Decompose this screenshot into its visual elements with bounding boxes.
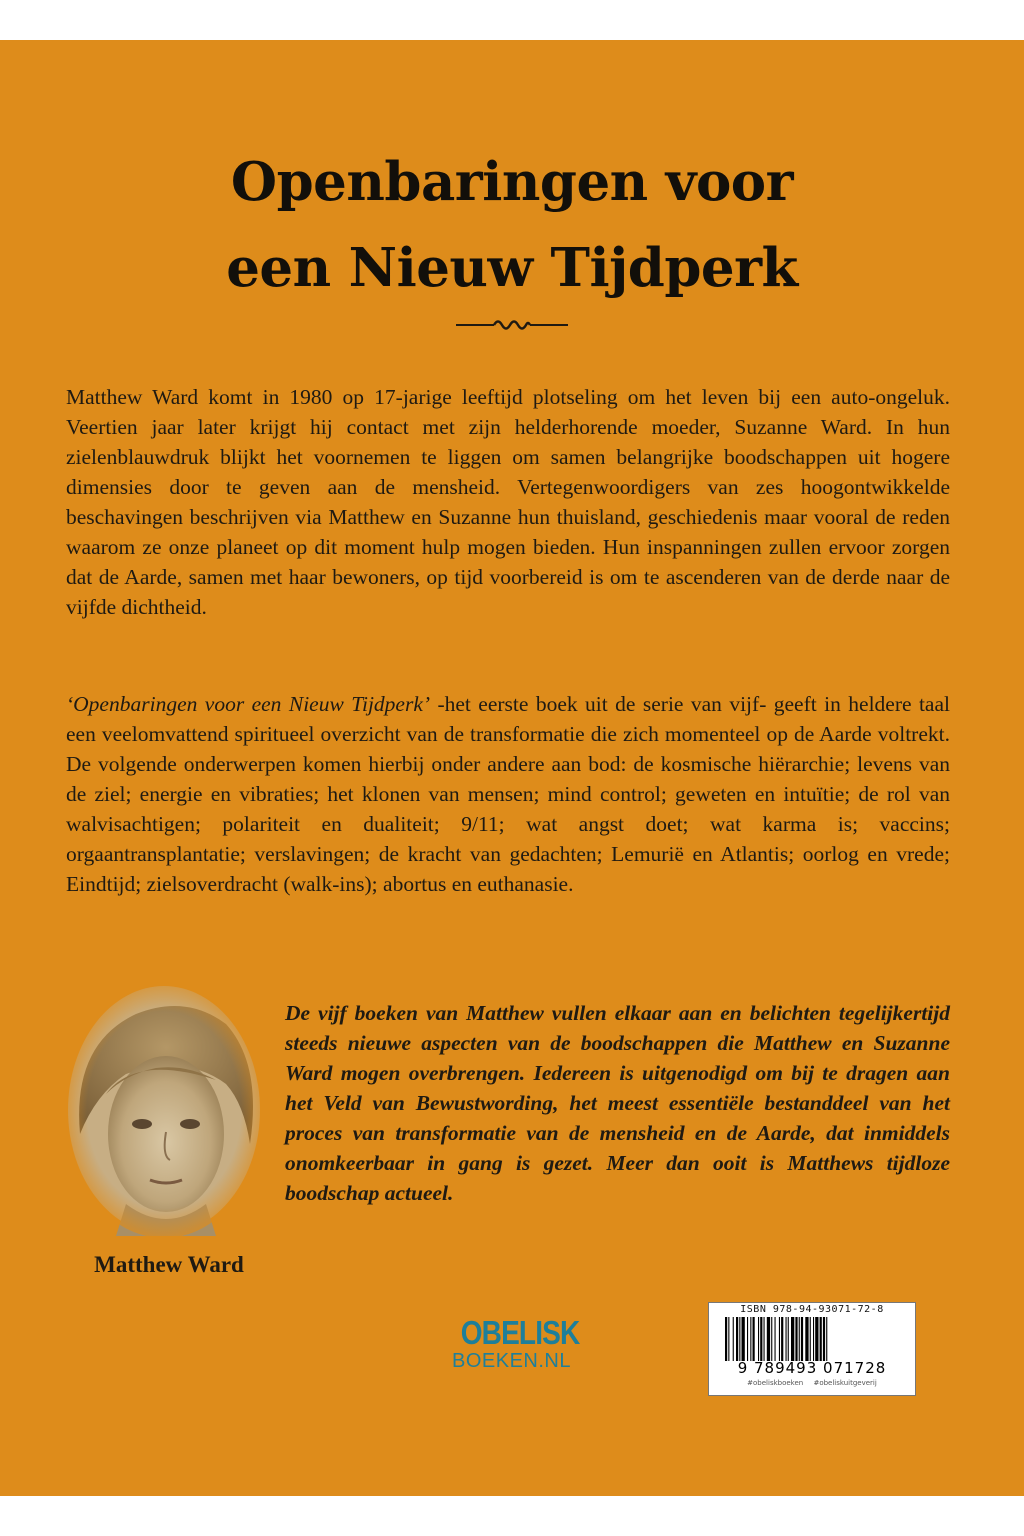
barcode-icon [725,1317,905,1361]
isbn-label: ISBN 978-94-93071-72-8 [740,1304,884,1315]
book-title-line-2: een Nieuw Tijdperk [226,237,798,299]
barcode-number: 9 789493 071728 [737,1359,887,1377]
portrait-photo [66,984,262,1236]
summary-text: -het eerste boek uit de serie van vijf- geeft in heldere taal een veelomvattend spiritueel overzicht van de transformatie die zich momenteel op de Aarde voltrekt. De volgende onderwerpen komen hierbij onder andere aan bod: de kosmische hiërarchie; levens van de ziel; energie en vibraties; het klonen van mensen; mind control; geweten en intuïtie; de rol van walvisachtigen; polariteit en dualiteit; 9/11; wat angst doet; wat karma is; vaccins; orgaantransplantatie; verslavingen; de kracht van gedachten; Lemurië en Atlantis; oorlog en vrede; Eindtijd; zielsoverdracht (walk-ins); abortus en euthanasie. [66,692,950,896]
quote-paragraph: De vijf boeken van Matthew vullen elkaar aan en belichten tegelijkertijd steeds nieuwe aspecten van de boodschappen die Matthew en Suzanne Ward mogen overbrengen. Iedereen is uitgenodigd om bij te dragen aan het Veld van Bewustwording, het meest essentiële bestanddeel van het proces van transformatie van de mensheid en de Aarde, dat inmiddels onomkeerbaar in gang is gezet. Meer dan ooit is Matthews tijdloze boodschap actueel. [285,1001,950,1205]
summary-paragraph [66,689,950,899]
book-title-line-1: Openbaringen voor [230,151,794,213]
barcode-tags: #obeliskboeken #obeliskuitgeverij [747,1379,877,1387]
publisher-logo-top: OBELISK [460,1314,580,1351]
description-paragraph: Matthew Ward komt in 1980 op 17-jarige leeftijd plotseling om het leven bij een auto-ongeluk. Veertien jaar later krijgt hij contact met zijn helderhorende moeder, Suzanne Ward. In hun zielenblauwdruk blijkt het voornemen te liggen om samen belangrijke boodschappen uit hogere dimensies door te geven aan de mensheid. Vertegenwoordigers van zes hoogontwikkelde beschavingen beschrijven via Matthew en Suzanne hun thuisland, geschiedenis maar vooral de reden waarom ze onze planeet op dit moment hulp mogen bieden. Hun inspanningen zullen ervoor zorgen dat de Aarde, samen met haar bewoners, op tijd voorbereid is om te ascenderen van de derde naar de vijfde dichtheid. [66,385,950,619]
portrait-caption: Matthew Ward [94,1252,244,1277]
publisher-logo-bottom: BOEKEN.NL [452,1350,571,1372]
publisher-logo [452,1314,580,1388]
ornament-divider-icon [452,316,572,334]
book-back-cover [0,40,1024,1496]
isbn-barcode [708,1302,916,1396]
summary-book-title: ‘Openbaringen voor een Nieuw Tijdperk’ [66,692,431,716]
